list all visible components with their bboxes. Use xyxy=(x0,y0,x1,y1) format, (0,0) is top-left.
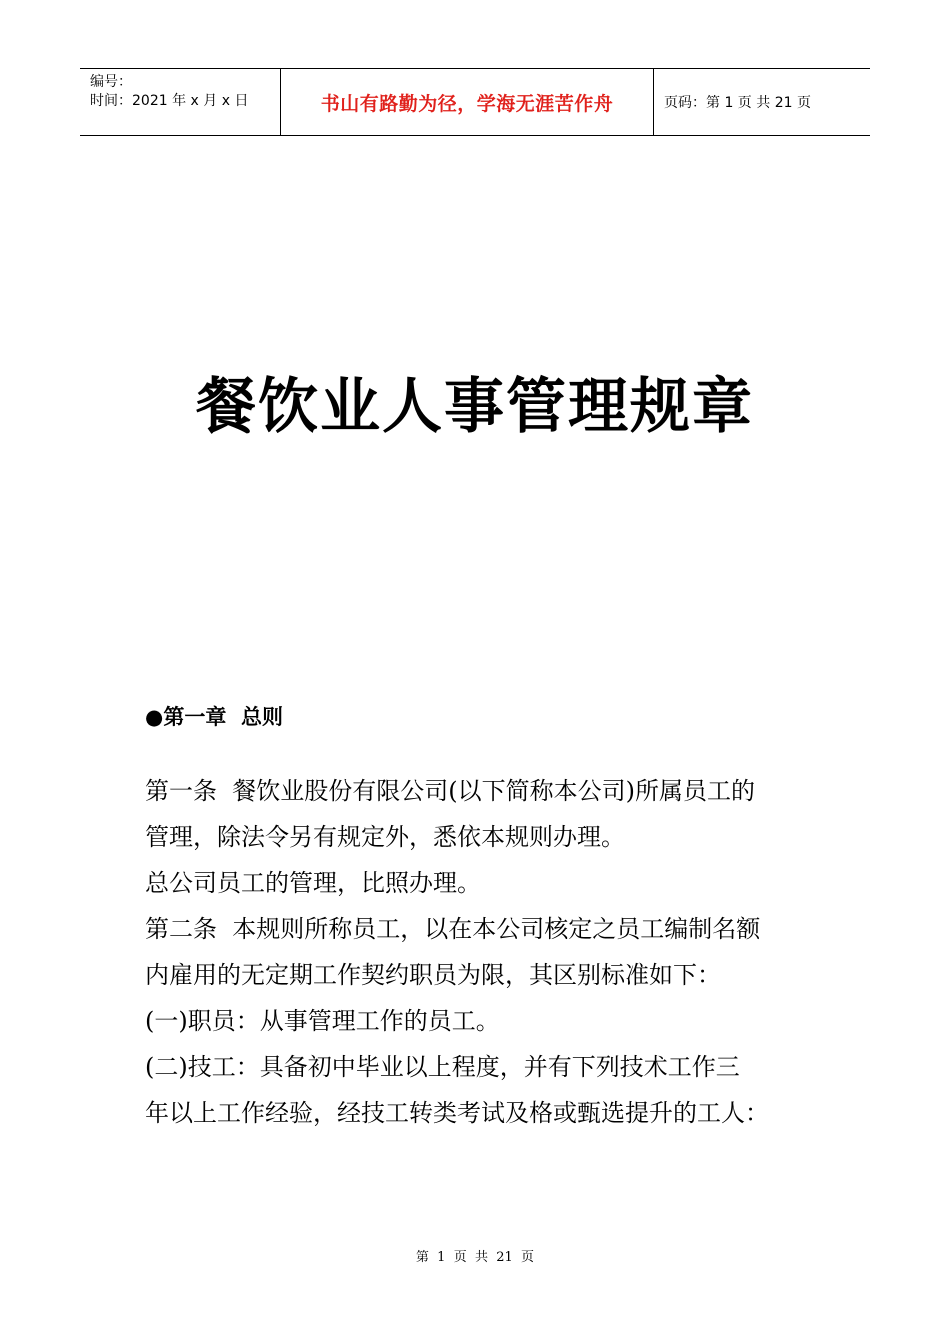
motto-text: 书山有路勤为径，学海无涯苦作舟 xyxy=(320,92,614,115)
body-text xyxy=(145,768,815,1136)
document-header xyxy=(80,68,870,136)
document-title: 餐饮业人事管理规章 xyxy=(196,372,754,442)
header-meta-cell xyxy=(80,69,281,135)
body-line: 总公司员工的管理，比照办理。 xyxy=(145,869,481,897)
body-line: (一)职员：从事管理工作的员工。 xyxy=(145,1007,500,1035)
page-info: 页码：第 1 页 共 21 页 xyxy=(664,95,811,111)
body-line: 管理，除法令另有规定外，悉依本规则办理。 xyxy=(145,823,625,851)
body-line: 年以上工作经验，经技工转类考试及格或甄选提升的工人： xyxy=(145,1099,769,1127)
body-line: 第一条 餐饮业股份有限公司(以下简称本公司)所属员工的 xyxy=(145,777,755,805)
header-page-cell xyxy=(654,69,870,135)
body-line: (二)技工：具备初中毕业以上程度，并有下列技术工作三 xyxy=(145,1053,740,1081)
body-line: 第二条 本规则所称员工，以在本公司核定之员工编制名额 xyxy=(145,915,761,943)
serial-number-label: 编号： xyxy=(90,74,132,90)
chapter-heading: ●第一章 总则 xyxy=(145,705,283,729)
date-label: 时间：2021 年 x 月 x 日 xyxy=(90,93,249,109)
body-line: 内雇用的无定期工作契约职员为限，其区别标准如下： xyxy=(145,961,721,989)
header-motto-cell xyxy=(281,69,654,135)
page-footer: 第 1 页 共 21 页 xyxy=(415,1250,535,1265)
